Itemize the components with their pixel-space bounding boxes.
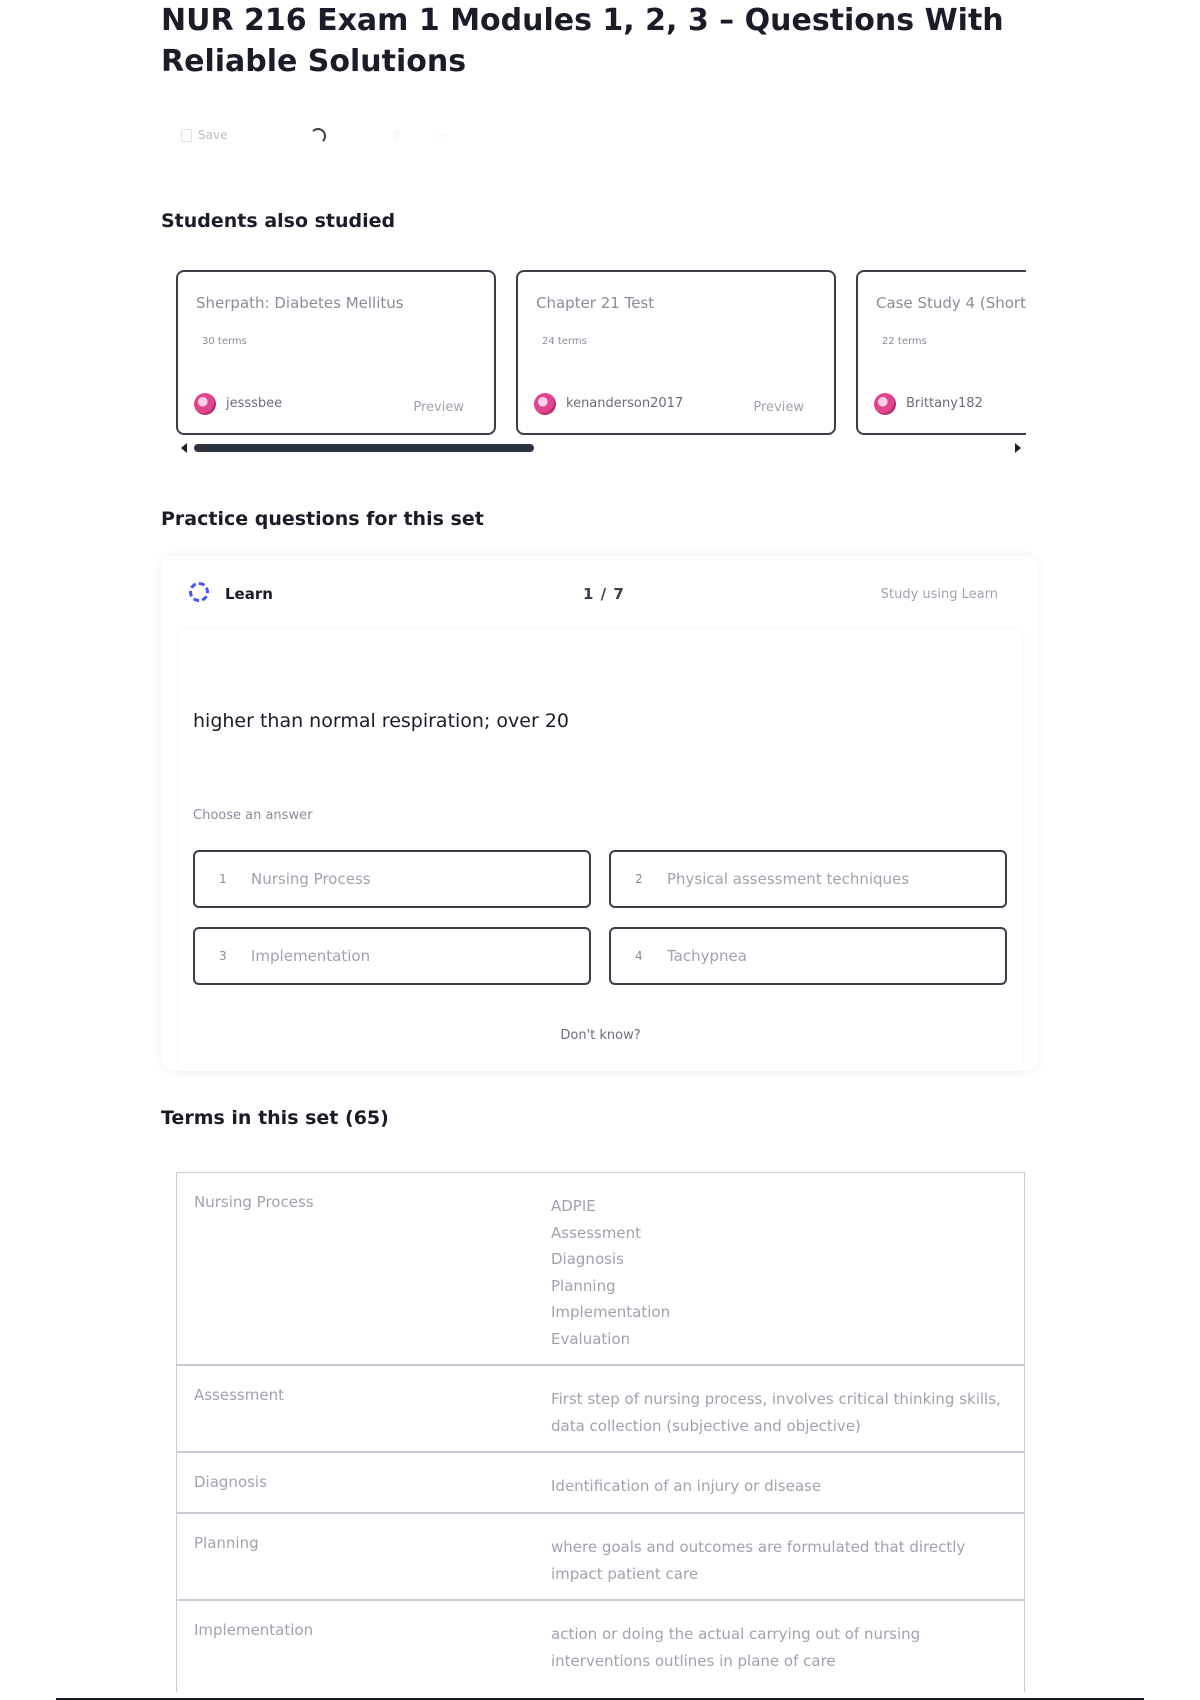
loading-spinner-icon xyxy=(310,128,326,144)
study-using-learn-link[interactable]: Study using Learn xyxy=(880,587,998,602)
term-text: Nursing Process xyxy=(194,1193,314,1211)
definition-text: First step of nursing process, involves critical thinking skills, data collection (subjective and objective) xyxy=(551,1390,1001,1435)
definition-text: action or doing the actual carrying out of nursing interventions outlines in plane of care xyxy=(551,1625,921,1670)
answer-text: Implementation xyxy=(251,947,371,965)
answer-text: Physical assessment techniques xyxy=(667,870,910,888)
terms-in-set-heading: Terms in this set (65) xyxy=(161,1107,389,1129)
terms-table xyxy=(176,1172,1025,1692)
scrollbar-thumb[interactable] xyxy=(194,444,534,452)
definition-text: where goals and outcomes are formulated that directly impact patient care xyxy=(551,1538,966,1583)
carousel-scrollbar[interactable] xyxy=(176,442,1026,454)
definition-text: ADPIE Assessment Diagnosis Planning Implementation Evaluation xyxy=(551,1197,671,1348)
card-username: jesssbee xyxy=(226,396,283,411)
term-row xyxy=(177,1366,1024,1453)
more-options-icon[interactable]: ⋯ xyxy=(435,128,449,144)
toolbar xyxy=(181,128,481,150)
avatar xyxy=(534,393,556,415)
page-title: NUR 216 Exam 1 Modules 1, 2, 3 – Questions With Reliable Solutions xyxy=(161,3,1004,79)
card-term-count: 24 terms xyxy=(542,336,587,347)
term-text: Assessment xyxy=(194,1386,284,1404)
card-title: Case Study 4 (Short xyxy=(876,294,1026,312)
answer-number: 1 xyxy=(219,872,227,886)
answer-option[interactable] xyxy=(609,927,1007,985)
answer-text: Tachypnea xyxy=(667,947,747,965)
preview-button[interactable]: Preview xyxy=(753,400,804,415)
bookmark-icon xyxy=(181,129,192,142)
studied-sets-carousel xyxy=(176,270,1026,440)
term-row xyxy=(177,1514,1024,1601)
answer-number: 4 xyxy=(635,949,643,963)
card-term-count: 30 terms xyxy=(202,336,247,347)
preview-button[interactable]: Preview xyxy=(413,400,464,415)
question-prompt: higher than normal respiration; over 20 xyxy=(193,710,569,732)
study-set-card[interactable] xyxy=(176,270,496,435)
study-set-card[interactable] xyxy=(516,270,836,435)
study-set-card[interactable] xyxy=(856,270,1026,435)
term-row xyxy=(177,1453,1024,1514)
definition-text: Identification of an injury or disease xyxy=(551,1477,822,1495)
scroll-right-arrow-icon[interactable] xyxy=(1015,443,1021,453)
term-text: Implementation xyxy=(194,1621,314,1639)
choose-answer-label: Choose an answer xyxy=(193,808,313,823)
answer-option[interactable] xyxy=(193,850,591,908)
answer-text: Nursing Process xyxy=(251,870,371,888)
practice-questions-heading: Practice questions for this set xyxy=(161,508,484,530)
save-label: Save xyxy=(198,128,228,142)
answer-option[interactable] xyxy=(193,927,591,985)
question-progress: 1 / 7 xyxy=(583,585,625,603)
card-term-count: 22 terms xyxy=(882,336,927,347)
card-title: Chapter 21 Test xyxy=(536,294,655,312)
answer-option[interactable] xyxy=(609,850,1007,908)
learn-mode-label: Learn xyxy=(225,585,273,603)
card-title: Sherpath: Diabetes Mellitus xyxy=(196,294,404,312)
question-panel xyxy=(179,630,1022,1071)
answer-number: 3 xyxy=(219,949,227,963)
term-text: Planning xyxy=(194,1534,259,1552)
dont-know-button[interactable]: Don't know? xyxy=(560,1028,641,1043)
avatar xyxy=(194,393,216,415)
learn-practice-card xyxy=(161,556,1038,1071)
term-text: Diagnosis xyxy=(194,1473,267,1491)
term-row xyxy=(177,1601,1024,1693)
students-also-studied-heading: Students also studied xyxy=(161,210,396,232)
learn-mode-icon xyxy=(189,582,209,602)
scroll-left-arrow-icon[interactable] xyxy=(181,443,187,453)
answer-number: 2 xyxy=(635,872,643,886)
save-button[interactable] xyxy=(181,128,227,142)
share-icon[interactable]: ⇧ xyxy=(391,128,403,144)
card-username: kenanderson2017 xyxy=(566,396,684,411)
avatar xyxy=(874,393,896,415)
card-username: Brittany182 xyxy=(906,396,983,411)
term-row xyxy=(177,1173,1024,1366)
